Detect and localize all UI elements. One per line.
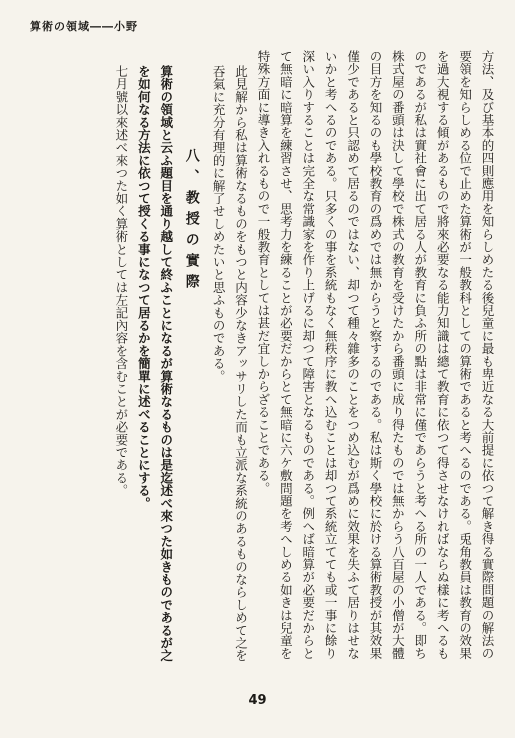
section-heading: 八、教授の實際 [183,148,200,295]
paragraph-1: 方法、及び基本的四則應用を知らしめたる後兒童に最も卑近なる大前提に依つて解き得る實際問題の解法の要領を知らしめる位で止めた算術が一般教科としての算術であると考へるのである。兎角教員は教育の效果を過大視する傾があるもので將來必要なる能力知識は總て教育に依つて得させなければならぬ樣に考へるものであるが私は實社會に出て居る人が教育に負ふ所の點は非常に僅であらうと考へる所の一人である。即ち株式屋の番頭は決して學校で株式の教育を受けたから番頭に成り得たものでは無からう八百屋の小僧が大體の目方を知るのも學校教育の爲めでは無からうと察するのである。私は斯く學校に於ける算術教授が其效果僅少であると只認めて居るのではない、却つて種々雜多のことをつめ込むが爲めに效果を失ふて居りはせないかと考へるのである。只多くの事を系統もなく無秩序に教へ込むことは却つて系統立てても或一事に餘り深い入りすることは完全な常識家を作り上げるに却つて障害となるものである。例へば暗算が必要だからとて無暗に暗算を練習させ、思考力を練ることが必要だからとて無暗に六ケ敷問題を考へしめる如きは兒童を特殊方面に導き入れるもので一般教育としては甚だ宜しからざることである。 [255,50,495,660]
page-number: 49 [248,693,267,708]
paragraph-4: 七月號以來述べ來つた如く算術としては左記內容を含むことが必要である。 [113,65,129,497]
paragraph-2: 此見解から私は算術なるものをもつと内容少なきアッサリした而も立派な系統のあるものならしめて之を吞氣に充分有理的に解了せしめたいと思ふものである。 [211,65,249,662]
paragraph-3: 算術の領域と云ふ題目を通り越して終ふことになるが算術なるものは是迄述べ來つた如きものであるが之を如何なる方法に依つて授くる事になつて居るかを簡單に述べることにする。 [136,65,174,662]
running-head: 算術の領域――小野 [30,20,138,33]
body-text [40,50,498,670]
